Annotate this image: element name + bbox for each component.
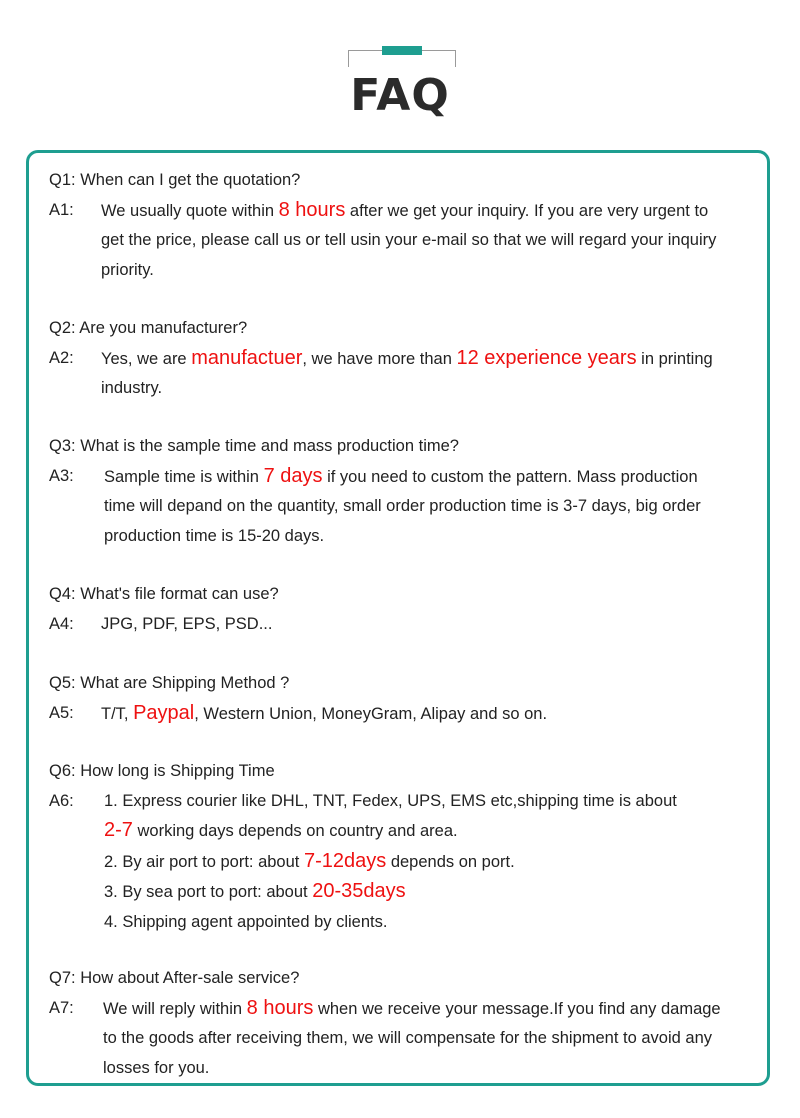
- faq-question: [49, 964, 751, 994]
- faq-panel: [26, 150, 770, 1086]
- answer-line: [101, 344, 751, 375]
- answer-label: A7:: [49, 998, 74, 1017]
- faq-answer: [49, 196, 751, 286]
- answer-label: A6:: [49, 791, 74, 810]
- faq-item: [49, 580, 751, 639]
- answer-text: after we get your inquiry. If you are very urgent to: [345, 201, 709, 220]
- answer-text: , Western Union, MoneyGram, Alipay and so on.: [194, 704, 548, 723]
- question-label: Q2:: [49, 319, 76, 337]
- answer-text: if you need to custom the pattern. Mass production: [322, 467, 698, 486]
- answer-line: [101, 610, 751, 640]
- faq-answer: [49, 994, 751, 1084]
- title-accent-bar: [382, 46, 422, 55]
- answer-text: 3. By sea port to port: about: [104, 883, 313, 901]
- answer-line: [104, 908, 751, 938]
- answer-line: [104, 816, 751, 847]
- answer-line: [101, 256, 751, 286]
- faq-item: [49, 964, 751, 1083]
- answer-label: A2:: [49, 348, 74, 367]
- highlight-text: 12 experience years: [456, 346, 637, 369]
- answer-text: losses for you.: [103, 1058, 210, 1077]
- answer-text: JPG, PDF, EPS, PSD...: [101, 614, 273, 633]
- answer-line: [104, 877, 751, 908]
- answer-text: Yes, we are: [101, 349, 192, 368]
- faq-item: [49, 314, 751, 404]
- faq-answer: [49, 699, 751, 730]
- faq-answer: [49, 462, 751, 552]
- answer-text: production time is 15-20 days.: [104, 526, 325, 545]
- answer-line: [104, 522, 751, 552]
- highlight-text: manufactuer: [191, 346, 303, 369]
- answer-line: [101, 196, 751, 227]
- question-label: Q1:: [49, 171, 76, 189]
- highlight-text: 8 hours: [246, 996, 314, 1019]
- faq-item: [49, 757, 751, 937]
- highlight-text: 2-7: [104, 819, 133, 841]
- faq-item: [49, 166, 751, 285]
- question-text: What is the sample time and mass production time?: [80, 437, 459, 455]
- question-label: Q7:: [49, 969, 76, 987]
- highlight-text: 8 hours: [278, 198, 346, 221]
- question-text: How about After-sale service?: [80, 969, 300, 987]
- faq-item: [49, 669, 751, 729]
- answer-text: in printing: [636, 349, 713, 368]
- faq-item: [49, 432, 751, 551]
- faq-question: [49, 757, 751, 787]
- faq-answer: [49, 610, 751, 640]
- answer-line: [104, 787, 751, 817]
- answer-line: [101, 226, 751, 256]
- highlight-text: Paypal: [133, 701, 195, 724]
- answer-text: 2. By air port to port: about: [104, 852, 304, 871]
- question-text: When can I get the quotation?: [80, 171, 301, 189]
- answer-label: A5:: [49, 703, 74, 722]
- answer-line: [104, 462, 751, 493]
- faq-question: [49, 669, 751, 699]
- answer-text: when we receive your message.If you find any damage: [313, 999, 721, 1018]
- answer-line: [101, 699, 751, 730]
- answer-text: We usually quote within: [101, 201, 279, 220]
- question-text: What's file format can use?: [80, 585, 279, 603]
- faq-answer: [49, 344, 751, 404]
- answer-text: working days depends on country and area.: [132, 822, 458, 840]
- answer-text: depends on port.: [386, 852, 515, 871]
- faq-question: [49, 166, 751, 196]
- answer-text: T/T,: [101, 704, 134, 723]
- answer-line: [103, 1054, 751, 1084]
- answer-text: time will depand on the quantity, small order production time is 3-7 days, big order: [104, 497, 701, 515]
- highlight-text: 20-35days: [312, 880, 406, 902]
- answer-line: [103, 1024, 751, 1054]
- answer-line: [104, 492, 751, 522]
- question-text: How long is Shipping Time: [80, 762, 275, 780]
- question-label: Q3:: [49, 437, 76, 455]
- highlight-text: 7 days: [263, 464, 323, 487]
- answer-text: We will reply within: [103, 999, 247, 1018]
- question-label: Q4:: [49, 585, 76, 603]
- page-title: FAQ: [350, 70, 450, 121]
- answer-text: , we have more than: [302, 349, 457, 368]
- answer-text: 1. Express courier like DHL, TNT, Fedex, UPS, EMS etc,shipping time is about: [104, 791, 677, 810]
- highlight-text: 7-12days: [303, 849, 387, 872]
- question-text: What are Shipping Method ?: [80, 674, 290, 692]
- answer-line: [104, 847, 751, 878]
- answer-text: 4. Shipping agent appointed by clients.: [104, 912, 388, 931]
- faq-question: [49, 314, 751, 344]
- answer-text: priority.: [101, 260, 154, 279]
- answer-label: A4:: [49, 614, 74, 633]
- answer-label: A3:: [49, 466, 74, 485]
- answer-label: A1:: [49, 200, 74, 219]
- question-label: Q5:: [49, 674, 76, 692]
- faq-answer: [49, 787, 751, 938]
- answer-text: get the price, please call us or tell usin your e-mail so that we will regard your inquiry: [101, 231, 717, 249]
- title-decoration: [348, 46, 456, 68]
- faq-question: [49, 432, 751, 462]
- answer-line: [101, 374, 751, 404]
- answer-text: Sample time is within: [104, 467, 264, 486]
- answer-line: [103, 994, 751, 1025]
- faq-question: [49, 580, 751, 610]
- question-label: Q6:: [49, 762, 76, 780]
- answer-text: industry.: [101, 379, 163, 397]
- question-text: Are you manufacturer?: [79, 319, 248, 337]
- answer-text: to the goods after receiving them, we will compensate for the shipment to avoid any: [103, 1029, 712, 1047]
